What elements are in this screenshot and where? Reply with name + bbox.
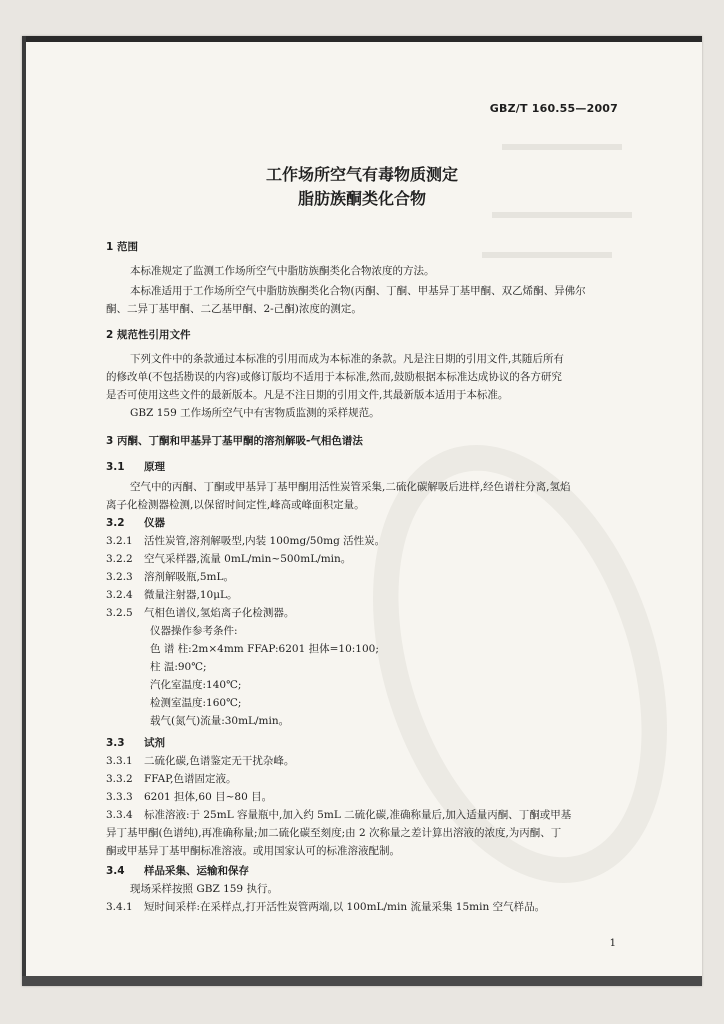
list-item: 3.3.4 标准溶液:于 25mL 容量瓶中,加入约 5mL 二硫化碳,准确称量后,加入适量丙酮、丁酮或甲基 <box>106 809 572 821</box>
subsection-3-2-heading: 3.2 仪器 <box>106 517 165 529</box>
document-title: 工作场所空气有毒物质测定 <box>265 165 458 184</box>
principle-paragraph: 离子化检测器检测,以保留时间定性,峰高或峰面积定量。 <box>106 499 365 511</box>
condition-item: 柱 温:90℃; <box>150 661 207 673</box>
section-1-paragraph: 本标准适用于工作场所空气中脂肪族酮类化合物(丙酮、丁酮、甲基异丁基甲酮、双乙烯酮、异佛尔 <box>130 285 586 297</box>
list-item: 3.3.2 FFAP,色谱固定液。 <box>106 773 237 785</box>
condition-item: 汽化室温度:140℃; <box>150 679 242 691</box>
list-item: 3.3.1 二硫化碳,色谱鉴定无干扰杂峰。 <box>106 755 295 767</box>
conditions-title: 仪器操作参考条件: <box>150 625 238 637</box>
list-item: 3.2.2 空气采样器,流量 0mL/min~500mL/min。 <box>106 553 352 565</box>
list-item-continued: 酮或甲基异丁基甲酮标准溶液。或用国家认可的标准溶液配制。 <box>106 845 400 857</box>
document-page <box>22 36 702 986</box>
normative-reference: GBZ 159 工作场所空气中有害物质监测的采样规范。 <box>130 407 380 419</box>
section-2-paragraph: 是否可使用这些文件的最新版本。凡是不注日期的引用文件,其最新版本适用于本标准。 <box>106 389 509 401</box>
page-number: 1 <box>609 938 616 949</box>
section-1-heading: 1 范围 <box>106 241 138 253</box>
bleed-through-text <box>482 252 612 258</box>
principle-paragraph: 空气中的丙酮、丁酮或甲基异丁基甲酮用活性炭管采集,二硫化碳解吸后进样,经色谱柱分离,氢焰 <box>130 481 571 493</box>
condition-item: 色 谱 柱:2m×4mm FFAP:6201 担体=10:100; <box>150 643 379 655</box>
section-1-paragraph: 本标准规定了监测工作场所空气中脂肪族酮类化合物浓度的方法。 <box>130 265 435 277</box>
list-item-continued: 异丁基甲酮(色谱纯),再准确称量;加二硫化碳至刻度;由 2 次称量之差计算出溶液的浓度,为丙酮、丁 <box>106 827 562 839</box>
section-1-paragraph: 酮、二异丁基甲酮、二乙基甲酮、2-己酮)浓度的测定。 <box>106 303 362 315</box>
section-3-heading: 3 丙酮、丁酮和甲基异丁基甲酮的溶剂解吸-气相色谱法 <box>106 435 363 447</box>
subsection-3-3-heading: 3.3 试剂 <box>106 737 165 749</box>
section-2-heading: 2 规范性引用文件 <box>106 329 191 341</box>
scan-edge-top <box>22 36 702 42</box>
bleed-through-text <box>502 144 622 150</box>
list-item: 3.2.1 活性炭管,溶剂解吸型,内装 100mg/50mg 活性炭。 <box>106 535 386 547</box>
list-item: 3.4.1 短时间采样:在采样点,打开活性炭管两端,以 100mL/min 流量采集 15min 空气样品。 <box>106 901 546 913</box>
sampling-paragraph: 现场采样按照 GBZ 159 执行。 <box>130 883 278 895</box>
bleed-through-text <box>492 212 632 218</box>
list-item: 3.3.3 6201 担体,60 目~80 目。 <box>106 791 273 803</box>
section-2-paragraph: 下列文件中的条款通过本标准的引用而成为本标准的条款。凡是注日期的引用文件,其随后所有 <box>130 353 564 365</box>
section-2-paragraph: 的修改单(不包括勘误的内容)或修订版均不适用于本标准,然而,鼓励根据本标准达成协议的各方研究 <box>106 371 562 383</box>
subsection-3-4-heading: 3.4 样品采集、运输和保存 <box>106 865 249 877</box>
scan-edge-bottom <box>22 976 702 986</box>
subsection-3-1-heading: 3.1 原理 <box>106 461 165 473</box>
standard-code: GBZ/T 160.55—2007 <box>489 102 618 115</box>
condition-item: 检测室温度:160℃; <box>150 697 242 709</box>
list-item: 3.2.3 溶剂解吸瓶,5mL。 <box>106 571 234 583</box>
list-item: 3.2.4 微量注射器,10μL。 <box>106 589 238 601</box>
condition-item: 载气(氮气)流量:30mL/min。 <box>150 715 290 727</box>
document-subtitle: 脂肪族酮类化合物 <box>297 189 426 208</box>
list-item: 3.2.5 气相色谱仪,氢焰离子化检测器。 <box>106 607 295 619</box>
